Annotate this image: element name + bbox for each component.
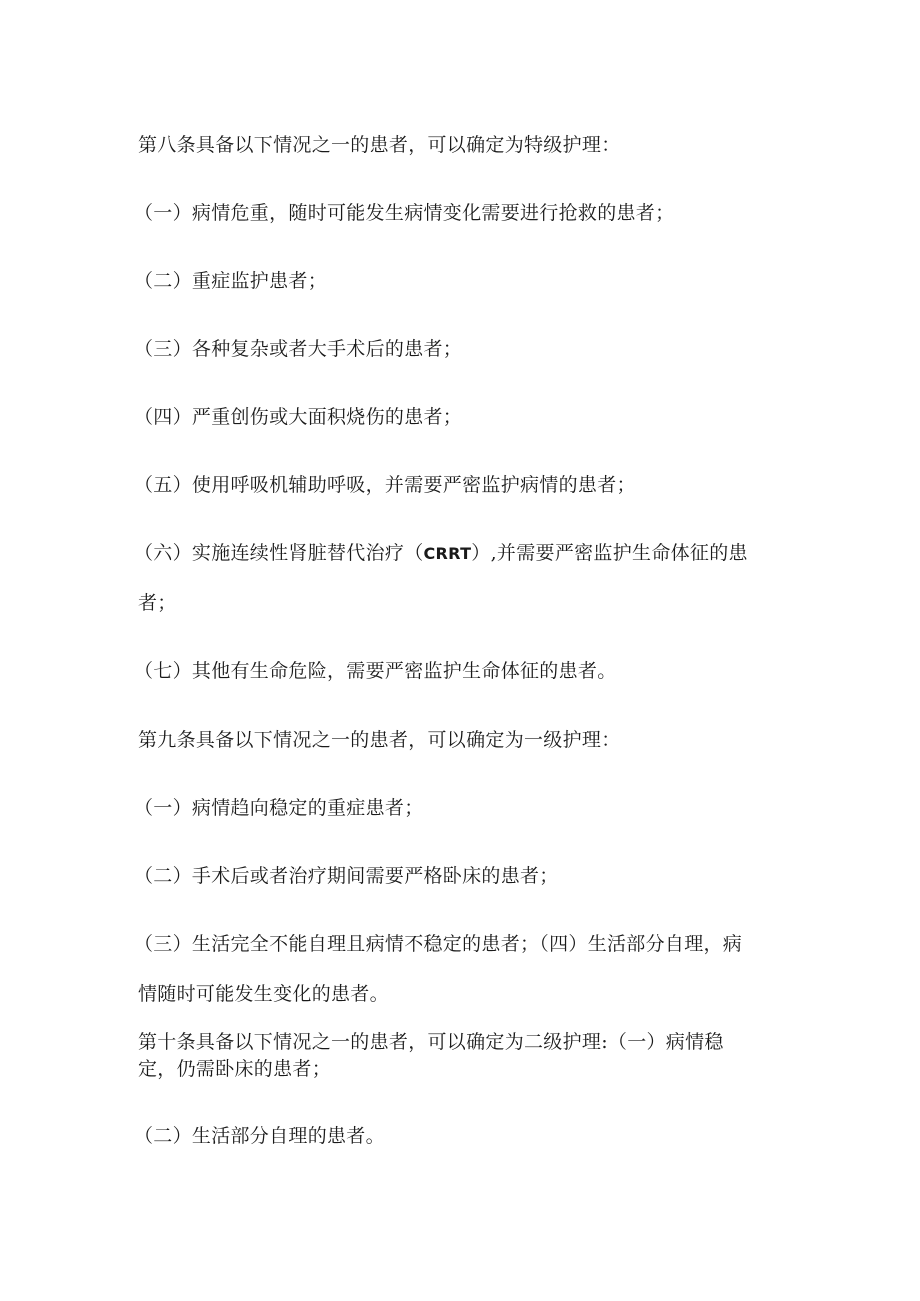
article-8-item-6-text-a: （六）实施连续性肾脏替代治疗（ bbox=[134, 542, 424, 564]
article-8-item-4: （四）严重创伤或大面积烧伤的患者； bbox=[134, 406, 463, 428]
article-9-item-1: （一）病情趋向稳定的重症患者； bbox=[134, 797, 424, 819]
article-8-item-6-text-b: ）,并需要严密监护生命体征的患 bbox=[471, 542, 748, 564]
article-9-item-2: （二）手术后或者治疗期间需要严格卧床的患者； bbox=[134, 865, 559, 887]
crrt-abbreviation: CRRT bbox=[423, 544, 472, 563]
article-9-item-3-line-1: （三）生活完全不能自理且病情不稳定的患者；（四）生活部分自理，病 bbox=[134, 933, 743, 955]
article-10-heading-line-2: 定，仍需卧床的患者； bbox=[138, 1058, 332, 1080]
article-8-item-6 bbox=[134, 541, 748, 566]
article-8-heading: 第八条具备以下情况之一的患者，可以确定为特级护理： bbox=[138, 134, 621, 156]
article-8-item-3: （三）各种复杂或者大手术后的患者； bbox=[134, 338, 463, 360]
article-9-heading: 第九条具备以下情况之一的患者，可以确定为一级护理： bbox=[138, 729, 621, 751]
article-9-item-3-line-2: 情随时可能发生变化的患者。 bbox=[138, 983, 389, 1005]
article-10-heading-line-1: 第十条具备以下情况之一的患者，可以确定为二级护理:（一）病情稳 bbox=[138, 1031, 724, 1053]
article-8-item-6-continuation: 者； bbox=[138, 592, 177, 614]
article-8-item-2: （二）重症监护患者； bbox=[134, 270, 328, 292]
article-8-item-1: （一）病情危重，随时可能发生病情变化需要进行抢救的患者； bbox=[134, 202, 675, 224]
article-8-item-5: （五）使用呼吸机辅助呼吸，并需要严密监护病情的患者； bbox=[134, 474, 636, 496]
article-10-item-2: （二）生活部分自理的患者。 bbox=[134, 1125, 385, 1147]
article-8-item-7: （七）其他有生命危险，需要严密监护生命体征的患者。 bbox=[134, 660, 617, 682]
